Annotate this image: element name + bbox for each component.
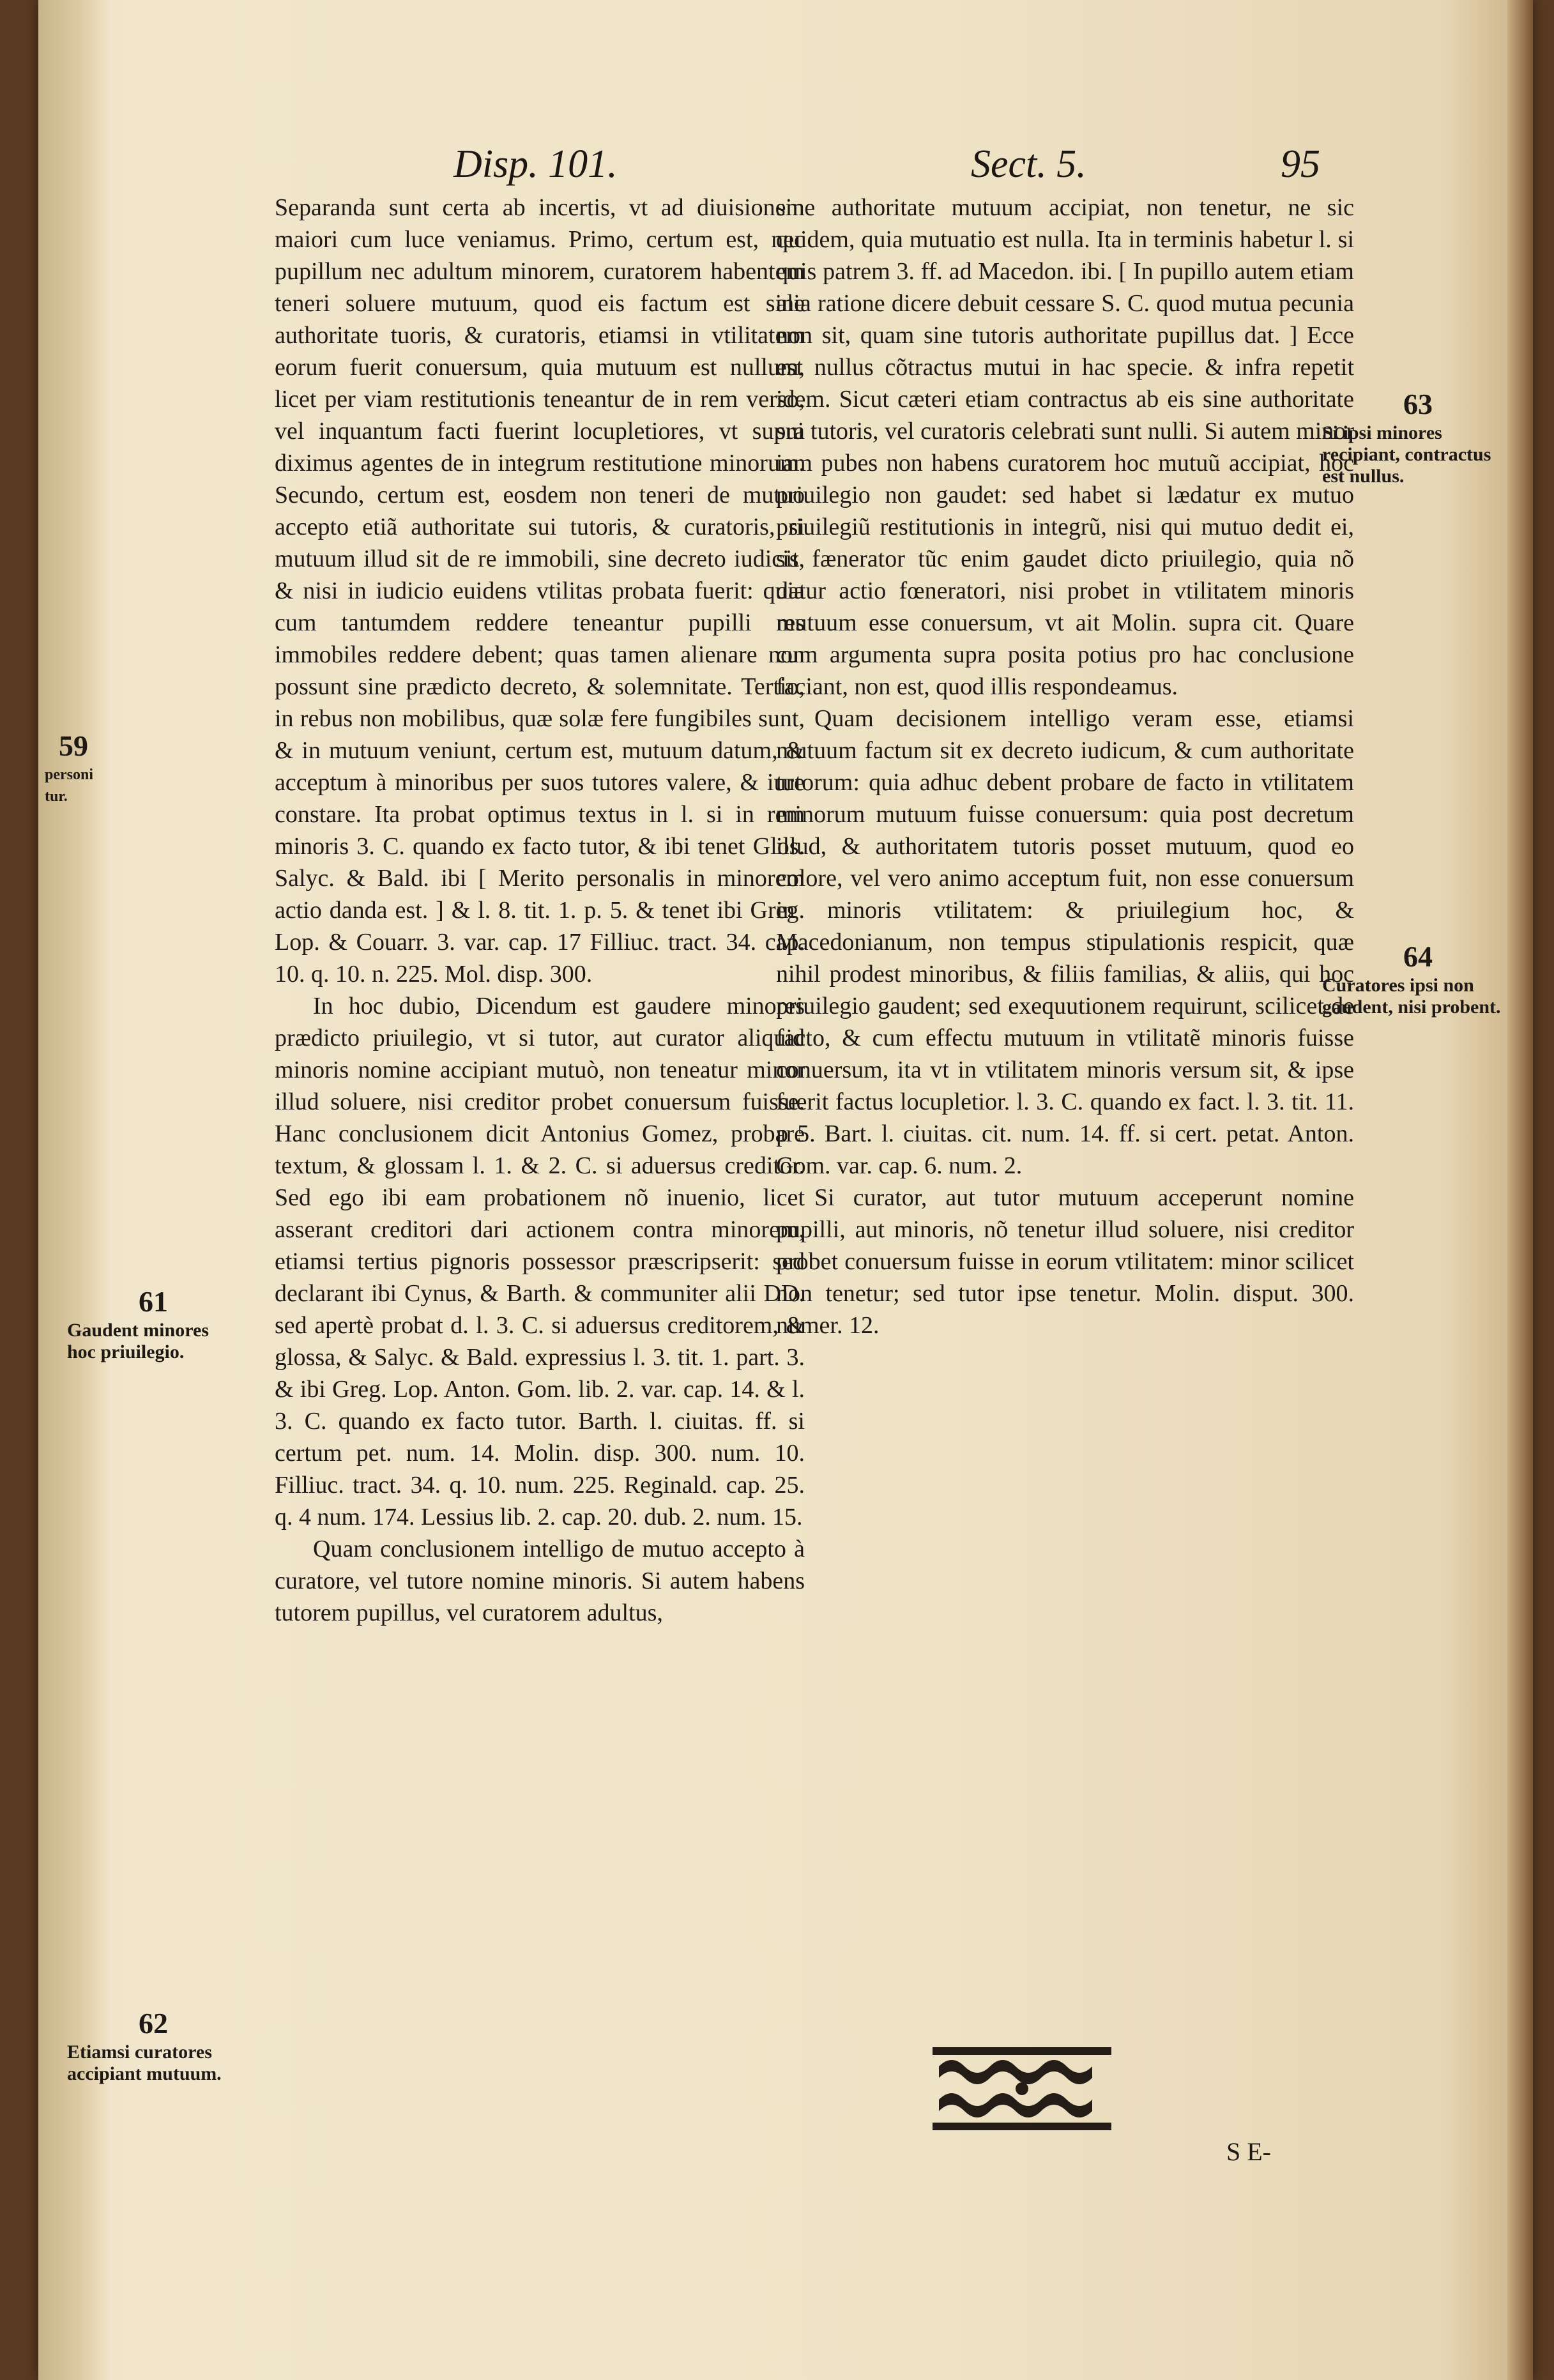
margin-note-63: 63 Si ipsi minores recipiant, contractus est nullus. (1322, 388, 1491, 487)
margin-note-64: 64 Curatores ipsi non gaudent, nisi probent. (1322, 940, 1501, 1018)
margin-note-59: 59 personi tur. (45, 729, 94, 805)
catchword: S E- (1226, 2137, 1271, 2166)
margin-note-61: 61 Gaudent minores hoc priuilegio. (67, 1285, 209, 1362)
paragraph: sine authoritate mutuum accipiat, non tenetur, ne sic quidem, quia mutuatio est nulla. Ita in terminis habetur l. si quis patrem 3. ff. ad Macedon. ibi. [ In pupillo autem etiam alia ratione dicere debuit cessare S. C. quod mutua pecunia non sit, quam sine tutoris authoritate pupillus dat. ] Ecce est nullus cõtractus mutui in hac specie. & infra repetit idem. Sicut cæteri etiam contractus ab eis sine authoritate sui tutoris, vel curatoris celebrati sunt nulli. Si autem minor iam pubes non habens curatorem hoc mutuũ accipiat, hoc priuilegio non gaudet: sed habet si lædatur ex mutuo priuilegiũ restitutionis in integrũ, nisi qui mutuo dedit ei, sit fænerator tũc enim gaudet dicto priuilegio, quia nõ datur actio fœneratori, nisi probet in vtilitatem minoris mutuum esse conuersum, vt ait Molin. supra cit. Quare cum argumenta supra posita potius pro hac conclusione faciant, non est, quod illis respondeamus. (776, 194, 1354, 700)
ornament-scroll (939, 2060, 1092, 2084)
paragraph: Quam conclusionem intelligo de mutuo accepto à curatore, vel tutore nomine minoris. Si autem habens tutorem pupillus, vel curatorem adultus, (275, 1536, 805, 1626)
ornament-center (1016, 2082, 1028, 2095)
printer-ornament (926, 2041, 1118, 2137)
left-column (275, 192, 805, 1629)
page-edge (1507, 0, 1533, 2380)
margin-note-62: 62 Etiamsi curatores accipiant mutuum. (67, 2007, 222, 2084)
ornament-band (933, 2047, 1111, 2055)
right-column (776, 192, 1354, 1341)
paragraph: In hoc dubio, Dicendum est gaudere minores prædicto priuilegio, vt si tutor, aut curator aliquid minoris nomine accipiant mutuò, non teneatur minor illud soluere, nisi creditor probet conuersum fuisse. Hanc conclusionem dicit Antonius Gomez, probare textum, & glossam l. 1. & 2. C. si aduersus creditor. Sed ego ibi eam probationem nõ inuenio, licet asserant creditori dari actionem contra minorem, etiamsi tertius pignoris possessor præscripserit: sed declarant ibi Cynus, & Barth. & communiter alii DD. sed apertè probat d. l. 3. C. si aduersus creditorem, & glossa, & Salyc. & Bald. expressius l. 3. tit. 1. part. 3. & ibi Greg. Lop. Anton. Gom. lib. 2. var. cap. 14. & l. 3. C. quando ex facto tutor. Barth. l. ciuitas. ff. si certum pet. num. 14. Molin. disp. 300. num. 10. Filliuc. tract. 34. q. 10. num. 225. Reginald. cap. 25. q. 4 num. 174. Lessius lib. 2. cap. 20. dub. 2. num. 15. (275, 993, 805, 1530)
ornament-band (933, 2123, 1111, 2130)
paragraph: Separanda sunt certa ab incertis, vt ad diuisionem maiori cum luce veniamus. Primo, certum est, nec pupillum nec adultum minorem, curatorem habentem teneri soluere mutuum, quod eis factum est sine authoritate tuoris, & curatoris, etiamsi in vtilitatem eorum fuerit conuersum, quia mutuum est nullum, licet per viam restitutionis teneantur de in rem verso, vel inquantum facti fuerint locupletiores, vt supra diximus agentes de in integrum restitutione minorum. Secundo, certum est, eosdem non teneri de mutuo accepto etiã authoritate sui tutoris, & curatoris, si mutuum illud sit de re immobili, sine decreto iudicis, & nisi in iudicio euidens vtilitas probata fuerit: quia cum tantumdem reddere teneantur pupilli res immobiles reddere debent; quas tamen alienare non possunt sine prædicto decreto, & solemnitate. Tertio, in rebus non mobilibus, quæ solæ fere fungibiles sunt, & in mutuum veniunt, certum est, mutuum datum, & acceptum à minoribus per suos tutores valere, & iure constare. Ita probat optimus textus in l. si in rem minoris 3. C. quando ex facto tutor, & ibi tenet Glos. Salyc. & Bald. ibi [ Merito personalis in minorem actio danda est. ] & l. 8. tit. 1. p. 5. & tenet ibi Greg. Lop. & Couarr. 3. var. cap. 17 Filliuc. tract. 34. cap. 10. q. 10. n. 225. Mol. disp. 300. (275, 194, 805, 988)
running-header (38, 142, 1533, 199)
header-disputation: Disp. 101. (453, 142, 618, 186)
ornament-scroll (939, 2093, 1092, 2117)
page-number: 95 (1281, 142, 1320, 186)
paragraph: Si curator, aut tutor mutuum acceperunt nomine pupilli, aut minoris, nõ tenetur illud soluere, nisi creditor probet conuersum fuisse in eorum vtilitatem: minor scilicet non tenetur; sed tutor ipse tenetur. Molin. disput. 300. numer. 12. (776, 1184, 1354, 1339)
paragraph: Quam decisionem intelligo veram esse, etiamsi mutuum factum sit ex decreto iudicum, & cum authoritate tutorum: quia adhuc debent probare de facto in vtilitatem minorum mutuum fuisse conuersum: quia post decretum illud, & authoritatem tutoris posset mutuum, quod eo colore, vel vero animo acceptum fuit, non esse conuersum in minoris vtilitatem: & priuilegium hoc, & Macedonianum, non tempus stipulationis respicit, quæ nihil prodest minoribus, & filiis familias, & aliis, qui hoc priuilegio gaudent; sed exequutionem requirunt, scilicet de facto, & cum effectu mutuum in vtilitatẽ minoris fuisse conuersum, ita vt in vtilitatem minoris versum sit, & ipse fuerit factus locupletior. l. 3. C. quando ex fact. l. 3. tit. 11. p 5. Bart. l. ciuitas. cit. num. 14. ff. si cert. petat. Anton. Gom. var. cap. 6. num. 2. (776, 705, 1354, 1179)
header-section: Sect. 5. (971, 142, 1086, 186)
book-page (38, 0, 1533, 2380)
